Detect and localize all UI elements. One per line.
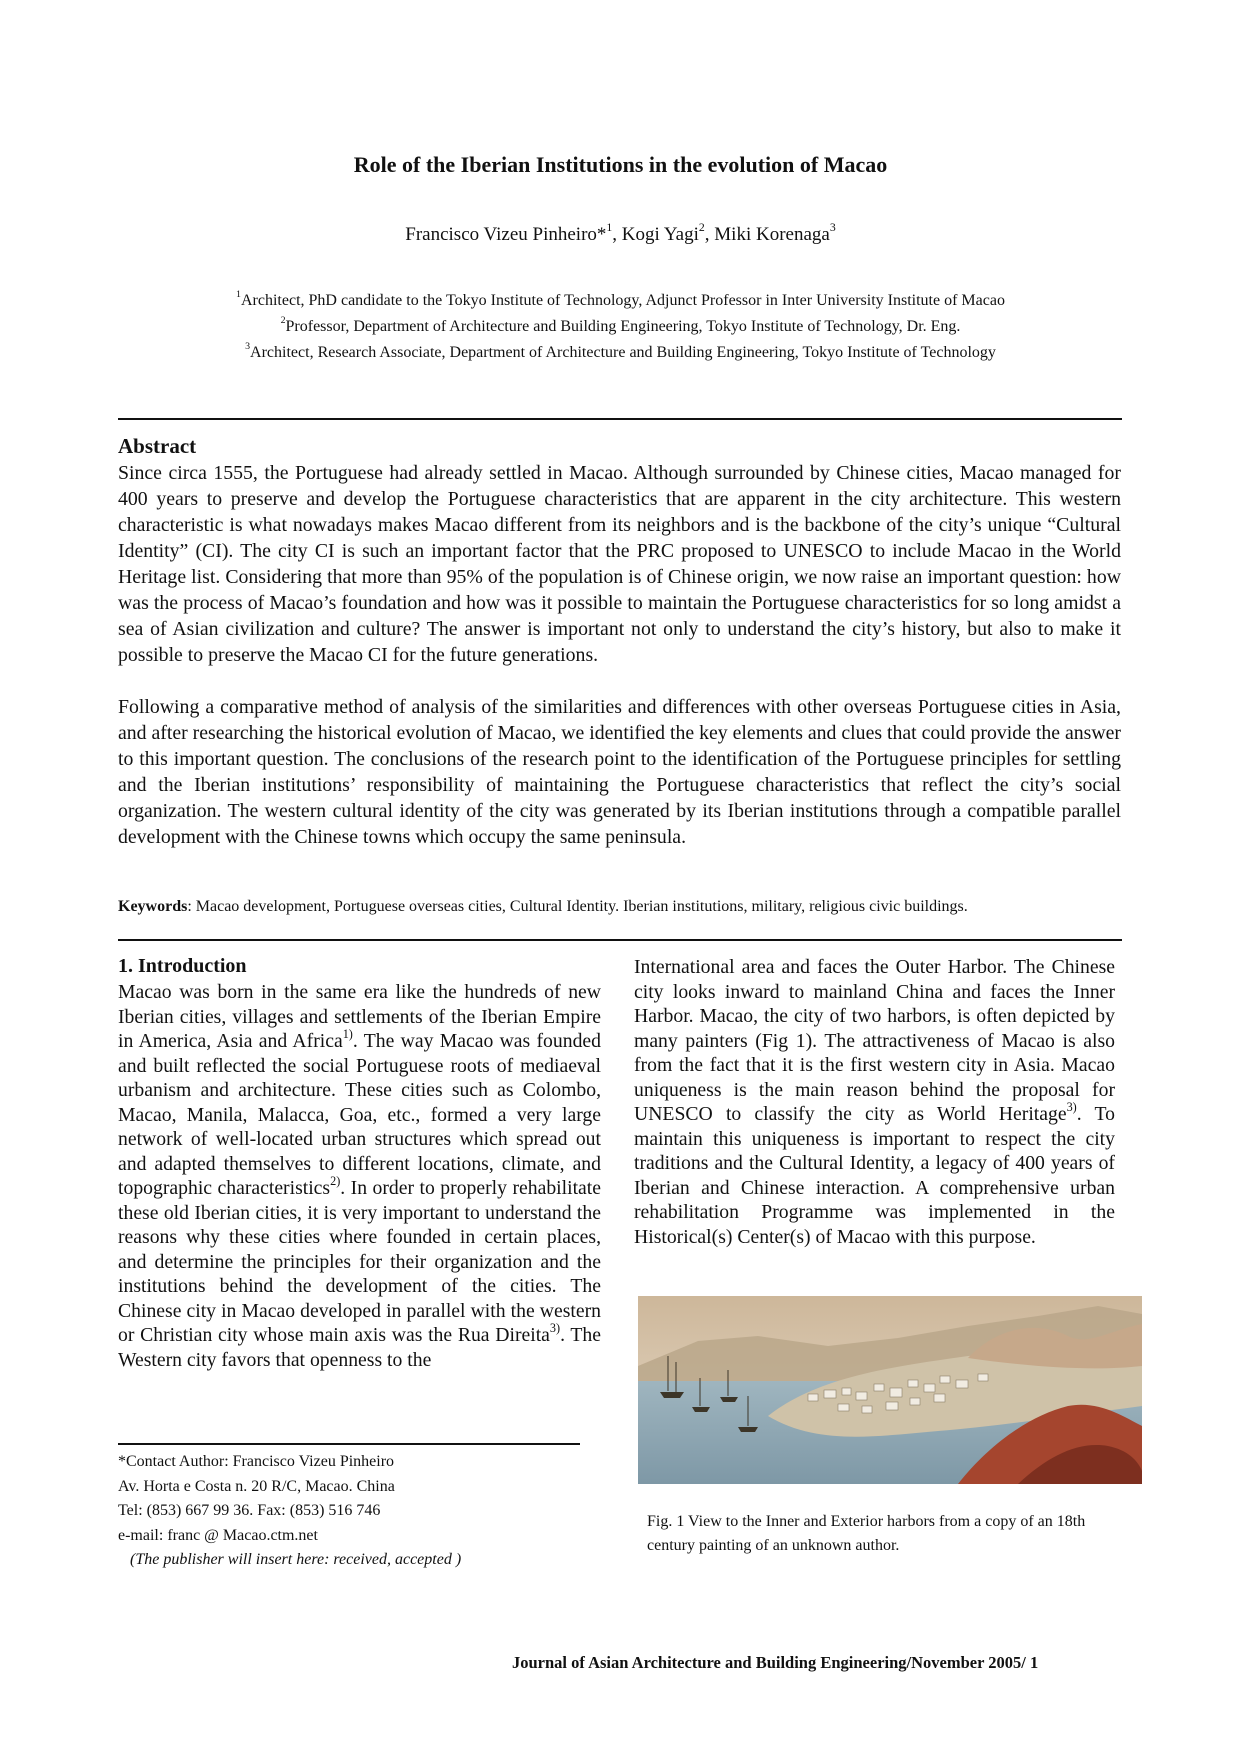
author-name: Miki Korenaga: [714, 224, 830, 245]
body-text: . To maintain this uniqueness is important to respect the city traditions and the Cultural Identity, a legacy of 400 years of Iberian and Chinese interaction. A comprehensive urban rehabilitation Programme was implemented in the Historical(s) Center(s) of Macao with this purpose.: [634, 1103, 1115, 1248]
abstract-paragraph: Following a comparative method of analysis of the similarities and differences with other overseas Portuguese cities in Asia, and after researching the historical evolution of Macao, we identified the key elements and clues that could provide the answer to this important question. The conclusions of the research point to the identification of the Portuguese principles for settling and the Iberian institutions’ responsibility of maintaining the Portuguese characteristics that reflect the city’s social organization. The western cultural identity of the city was generated by its Iberian institutions through a compatible parallel development with the Chinese towns which occupy the same peninsula.: [118, 696, 1121, 848]
affiliation: [0, 315, 1241, 336]
harbor-painting-figure: [638, 1296, 1142, 1484]
author-affiliation-marker: 1: [606, 220, 613, 234]
body-text: Macao was born in the same era like the hundreds of new Iberian cities, villages and settlements of the Iberian Empire in America, Asia and Africa: [118, 981, 601, 1052]
author-list: [0, 220, 1241, 246]
affiliation-text: Architect, Research Associate, Department of Architecture and Building Engineering, Tokyo Institute of Technology: [250, 344, 996, 361]
reference-marker: 3): [1066, 1099, 1077, 1114]
author-name: Kogi Yagi: [621, 224, 699, 245]
body-text: . The way Macao was founded and built reflected the social Portuguese roots of mediaeval urbanism and architecture. These cities such as Colombo, Macao, Manila, Malacca, Goa, etc., formed a very large network of well-located urban structures which spread out and adapted themselves to different locations, climate, and topographic characteristics: [118, 1030, 601, 1199]
affiliation-text: Professor, Department of Architecture and Building Engineering, Tokyo Institute of Technology, Dr. Eng.: [285, 318, 961, 335]
author-affiliation-marker: 2: [698, 220, 705, 234]
contact-address: Av. Horta e Costa n. 20 R/C, Macao. China: [118, 1478, 395, 1495]
affiliation-marker: 2: [280, 315, 286, 327]
contact-phone: Tel: (853) 667 99 36. Fax: (853) 516 746: [118, 1502, 381, 1519]
section-divider: [118, 418, 1122, 420]
contact-email: e-mail: franc @ Macao.ctm.net: [118, 1527, 318, 1544]
author-separator: ,: [704, 224, 715, 245]
body-text: International area and faces the Outer Harbor. The Chinese city looks inward to mainland China and faces the Inner Harbor. Macao, the city of two harbors, is often depicted by many painters (Fig 1). The attractiveness of Macao is also from the fact that it is the first western city in Asia. Macao uniqueness is the main reason behind the proposal for UNESCO to classify the city as World Heritage: [634, 956, 1115, 1125]
abstract-paragraph: Since circa 1555, the Portuguese had already settled in Macao. Although surrounded by Chinese cities, Macao managed for 400 years to preserve and develop the Portuguese characteristics that are apparent in the city architecture. This western characteristic is what nowadays makes Macao different from its neighbors and is the backbone of the city’s unique “Cultural Identity” (CI). The city CI is such an important factor that the PRC proposed to UNESCO to include Macao in the World Heritage list. Considering that more than 95% of the population is of Chinese origin, we now raise an important question: how was the process of Macao’s foundation and how was it possible to maintain the Portuguese characteristics for so long amidst a sea of Asian civilization and culture? The answer is important not only to understand the city’s history, but also to make it possible to preserve the Macao CI for the future generations.: [118, 462, 1121, 666]
publisher-note: (The publisher will insert here: received, accepted ): [130, 1551, 462, 1568]
abstract-heading: Abstract: [118, 434, 197, 458]
body-column-left: [118, 980, 601, 1372]
affiliation-text: Architect, PhD candidate to the Tokyo Institute of Technology, Adjunct Professor in Inter University Institute of Macao: [240, 292, 1005, 309]
section-divider: [118, 939, 1122, 941]
keywords-text: : Macao development, Portuguese overseas cities, Cultural Identity. Iberian institutions, military, religious civic buildings.: [187, 898, 968, 915]
affiliation-marker: 1: [236, 289, 241, 301]
body-text: . The Western city favors that openness to the: [118, 1324, 601, 1371]
reference-marker: 2): [330, 1173, 341, 1188]
keywords-line: [118, 898, 1128, 916]
affiliation: [0, 341, 1241, 362]
journal-footer: Journal of Asian Architecture and Building Engineering/November 2005/ 1: [512, 1653, 1039, 1672]
paper-title: Role of the Iberian Institutions in the evolution of Macao: [353, 152, 888, 177]
figure-caption: Fig. 1 View to the Inner and Exterior harbors from a copy of an 18th century painting of an unknown author.: [647, 1513, 1086, 1554]
affiliation: [0, 289, 1241, 310]
body-column-right: [634, 955, 1115, 1249]
footnote-divider: [118, 1443, 580, 1445]
reference-marker: 1): [342, 1026, 353, 1041]
keywords-label: Keywords: [118, 898, 188, 915]
reference-marker: 3): [549, 1320, 561, 1335]
affiliation-marker: 3: [245, 341, 251, 353]
author-affiliation-marker: 3: [829, 220, 836, 234]
author-name: Francisco Vizeu Pinheiro*: [405, 224, 607, 245]
author-separator: ,: [612, 224, 622, 245]
contact-author: *Contact Author: Francisco Vizeu Pinheiro: [118, 1453, 395, 1470]
body-text: . In order to properly rehabilitate these old Iberian cities, it is very important to understand the reasons why these cities where founded in certain places, and determine the principles for their organization and the institutions behind the development of the cities. The Chinese city in Macao developed in parallel with the western or Christian city whose main axis was the Rua Direita: [118, 1177, 601, 1346]
section-heading: 1. Introduction: [118, 955, 247, 977]
